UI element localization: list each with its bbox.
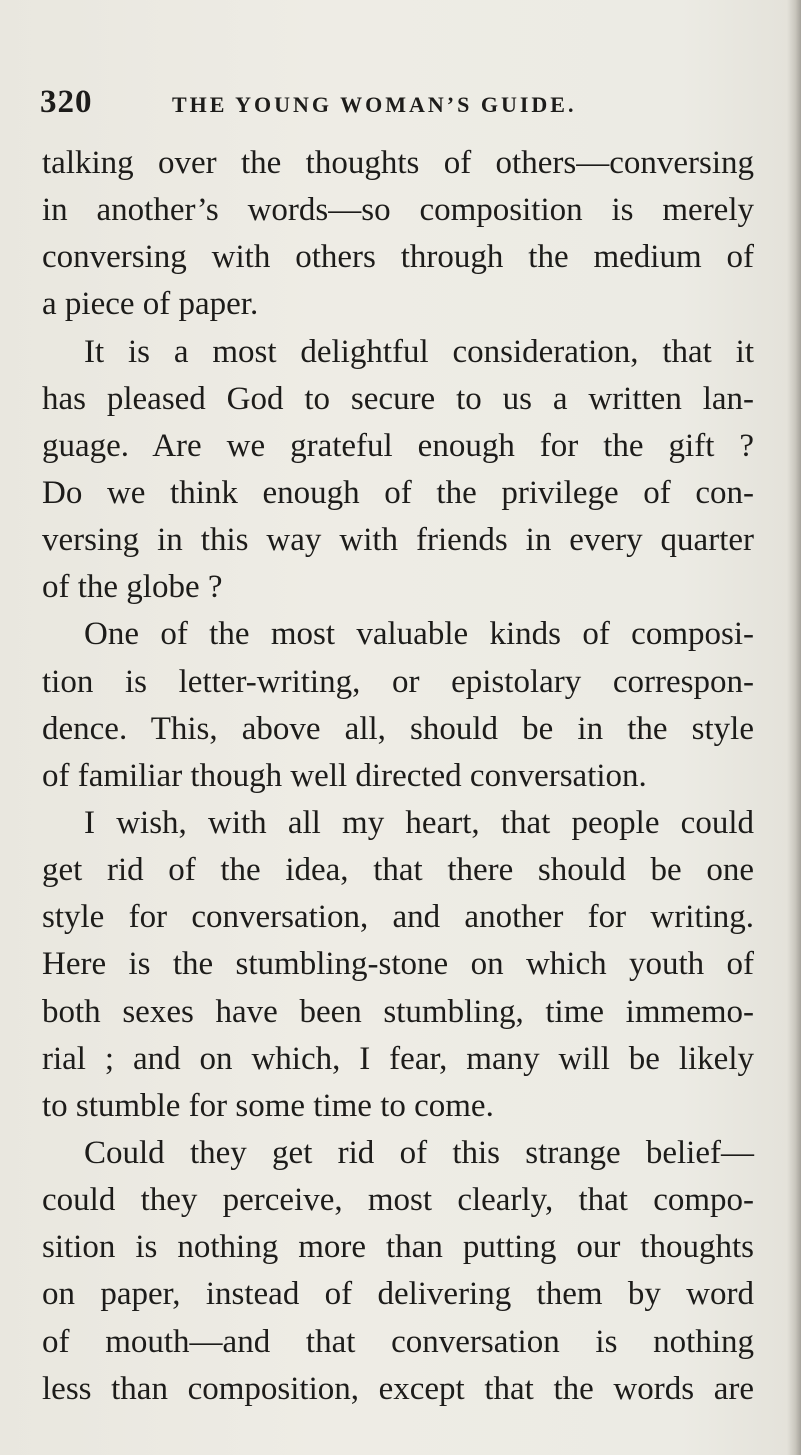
text-line: tion is letter-writing, or epistolary correspon- — [42, 663, 754, 700]
page-edge-shadow — [787, 0, 801, 1455]
text-line: of familiar though well directed conversation. — [42, 757, 647, 794]
text-line: I wish, with all my heart, that people could — [84, 804, 754, 841]
page-header — [40, 84, 780, 124]
text-line: of the globe ? — [42, 569, 223, 606]
text-line: Here is the stumbling-stone on which youth of — [42, 946, 754, 983]
text-line: get rid of the idea, that there should be one — [42, 852, 754, 889]
text-line: a piece of paper. — [42, 286, 259, 323]
text-line: less than composition, except that the words are — [42, 1370, 754, 1407]
page-number: 320 — [40, 84, 93, 120]
text-line: on paper, instead of delivering them by word — [42, 1276, 754, 1313]
text-line: in another’s words—so composition is merely — [42, 192, 754, 229]
text-line: guage. Are we grateful enough for the gift ? — [42, 427, 754, 464]
text-line: Do we think enough of the privilege of con- — [42, 474, 754, 511]
text-line: One of the most valuable kinds of composi- — [84, 616, 754, 653]
text-line: of mouth—and that conversation is nothing — [42, 1323, 754, 1360]
running-head: THE YOUNG WOMAN’S GUIDE. — [172, 92, 577, 117]
text-line: Could they get rid of this strange belief— — [84, 1134, 754, 1171]
text-line: conversing with others through the medium of — [42, 239, 754, 276]
text-line: versing in this way with friends in every quarter — [42, 522, 754, 559]
text-line: style for conversation, and another for writing. — [42, 899, 754, 936]
text-line: dence. This, above all, should be in the style — [42, 710, 754, 747]
body-text — [42, 140, 754, 1413]
text-line: It is a most delightful consideration, that it — [84, 333, 754, 370]
text-line: could they perceive, most clearly, that compo- — [42, 1182, 754, 1219]
text-line: to stumble for some time to come. — [42, 1087, 494, 1124]
text-line: both sexes have been stumbling, time immemo- — [42, 993, 754, 1030]
text-line: talking over the thoughts of others—conversing — [42, 145, 754, 181]
text-line: has pleased God to secure to us a written lan- — [42, 380, 754, 417]
text-line: sition is nothing more than putting our thoughts — [42, 1229, 754, 1266]
text-line: rial ; and on which, I fear, many will be likely — [42, 1040, 754, 1077]
